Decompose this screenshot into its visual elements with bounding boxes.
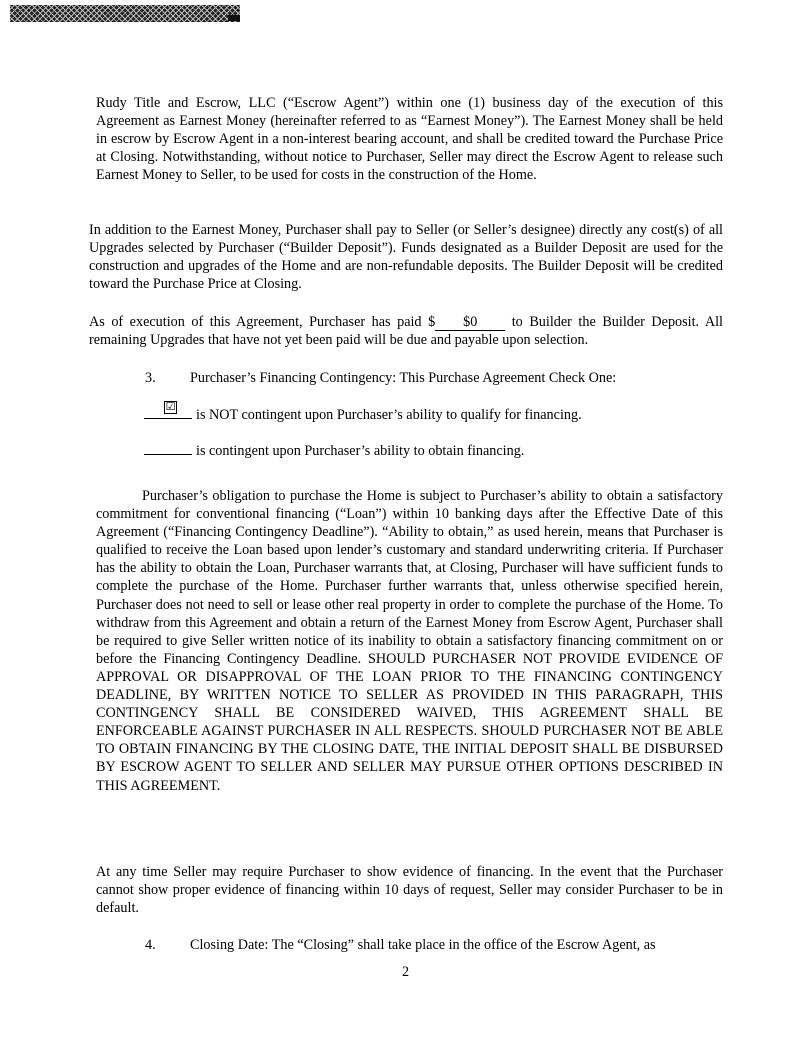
section-4-number: 4. bbox=[145, 937, 156, 953]
deposit-paid-text-before: As of execution of this Agreement, Purchaser has paid $ bbox=[89, 314, 436, 330]
page-number: 2 bbox=[401, 964, 410, 980]
financing-evidence-paragraph: At any time Seller may require Purchaser to show evidence of financing. In the event that the Purchaser cannot show proper evidence of financing within 10 days of request, Seller may consider Purchaser to be in default. bbox=[96, 864, 723, 917]
financing-contingency-paragraph: Purchaser’s obligation to purchase the Home is subject to Purchaser’s ability to obtain a satisfactory commitment for conventional financing (“Loan”) within 10 banking days after the Effective Date of this Agreement (“Financing Contingency Deadline”). “Ability to obtain,” as used herein, means that Purchaser is qualified to receive the Loan based upon lender’s customary and standard underwriting criteria. If Purchaser has the ability to obtain the Loan, Purchaser warrants that, at Closing, Purchaser will have sufficient funds to complete the purchase of the Home. Purchaser further warrants that, unless otherwise specified herein, Purchaser does not need to sell or lease other real property in order to complete the purchase of the Home. To withdraw from this Agreement and obtain a return of the Earnest Money from Escrow Agent, Purchaser shall be required to give Seller written notice of its inability to obtain a satisfactory financing commitment on or before the Financing Contingency Deadline. SHOULD PURCHASER NOT PROVIDE EVIDENCE OF APPROVAL OR DISAPPROVAL OF THE LOAN PRIOR TO THE FINANCING CONTINGENCY DEADLINE, BY WRITTEN NOTICE TO SELLER AS PROVIDED IN THIS PARAGRAPH, THIS CONTINGENCY SHALL BE CONSIDERED WAIVED, THIS AGREEMENT SHALL BE ENFORCEABLE AGAINST PURCHASER IN ALL RESPECTS. SHOULD PURCHASER NOT BE ABLE TO OBTAIN FINANCING BY THE CLOSING DATE, THE INITIAL DEPOSIT SHALL BE DISBURSED BY ESCROW AGENT TO SELLER AND SELLER MAY PURSUE OTHER OPTIONS DESCRIBED IN THIS AGREEMENT. bbox=[96, 488, 723, 794]
option-contingent bbox=[144, 441, 524, 460]
deposit-paid-paragraph bbox=[89, 313, 723, 349]
option-contingent-label: is contingent upon Purchaser’s ability to obtain financing. bbox=[196, 443, 525, 459]
section-4-heading bbox=[145, 936, 656, 954]
checkbox-not-contingent-line[interactable] bbox=[144, 400, 192, 419]
deposit-paid-amount: $0 bbox=[435, 315, 505, 331]
checked-box-icon[interactable]: ☑ bbox=[165, 400, 176, 413]
deposit-paid-text-after: to Builder the Builder Deposit. All remaining Upgrades that have not yet been paid will be due and payable upon selection. bbox=[89, 314, 724, 349]
section-3-heading bbox=[145, 369, 617, 387]
checkbox-contingent-line[interactable] bbox=[144, 441, 192, 455]
redaction-mark bbox=[228, 15, 240, 21]
redacted-header bbox=[10, 5, 240, 22]
earnest-money-paragraph: Rudy Title and Escrow, LLC (“Escrow Agent”) within one (1) business day of the execution of this Agreement as Earnest Money (hereinafter referred to as “Earnest Money”). The Earnest Money shall be held in escrow by Escrow Agent in a non-interest bearing account, and shall be credited toward the Purchase Price at Closing. Notwithstanding, without notice to Purchaser, Seller may direct the Escrow Agent to release such Earnest Money to Seller, to be used for costs in the construction of the Home. bbox=[96, 95, 723, 184]
option-not-contingent bbox=[144, 400, 582, 424]
section-3-number: 3. bbox=[145, 370, 156, 386]
builder-deposit-paragraph: In addition to the Earnest Money, Purchaser shall pay to Seller (or Seller’s designee) directly any cost(s) of all Upgrades selected by Purchaser (“Builder Deposit”). Funds designated as a Builder Deposit are used for the construction and upgrades of the Home and are non-refundable deposits. The Builder Deposit will be credited toward the Purchase Price at Closing. bbox=[89, 222, 723, 293]
option-not-contingent-label: is NOT contingent upon Purchaser’s ability to qualify for financing. bbox=[196, 407, 582, 423]
section-4-text: Closing Date: The “Closing” shall take place in the office of the Escrow Agent, as bbox=[190, 937, 656, 953]
section-3-title: Purchaser’s Financing Contingency: This Purchase Agreement Check One: bbox=[190, 370, 617, 386]
